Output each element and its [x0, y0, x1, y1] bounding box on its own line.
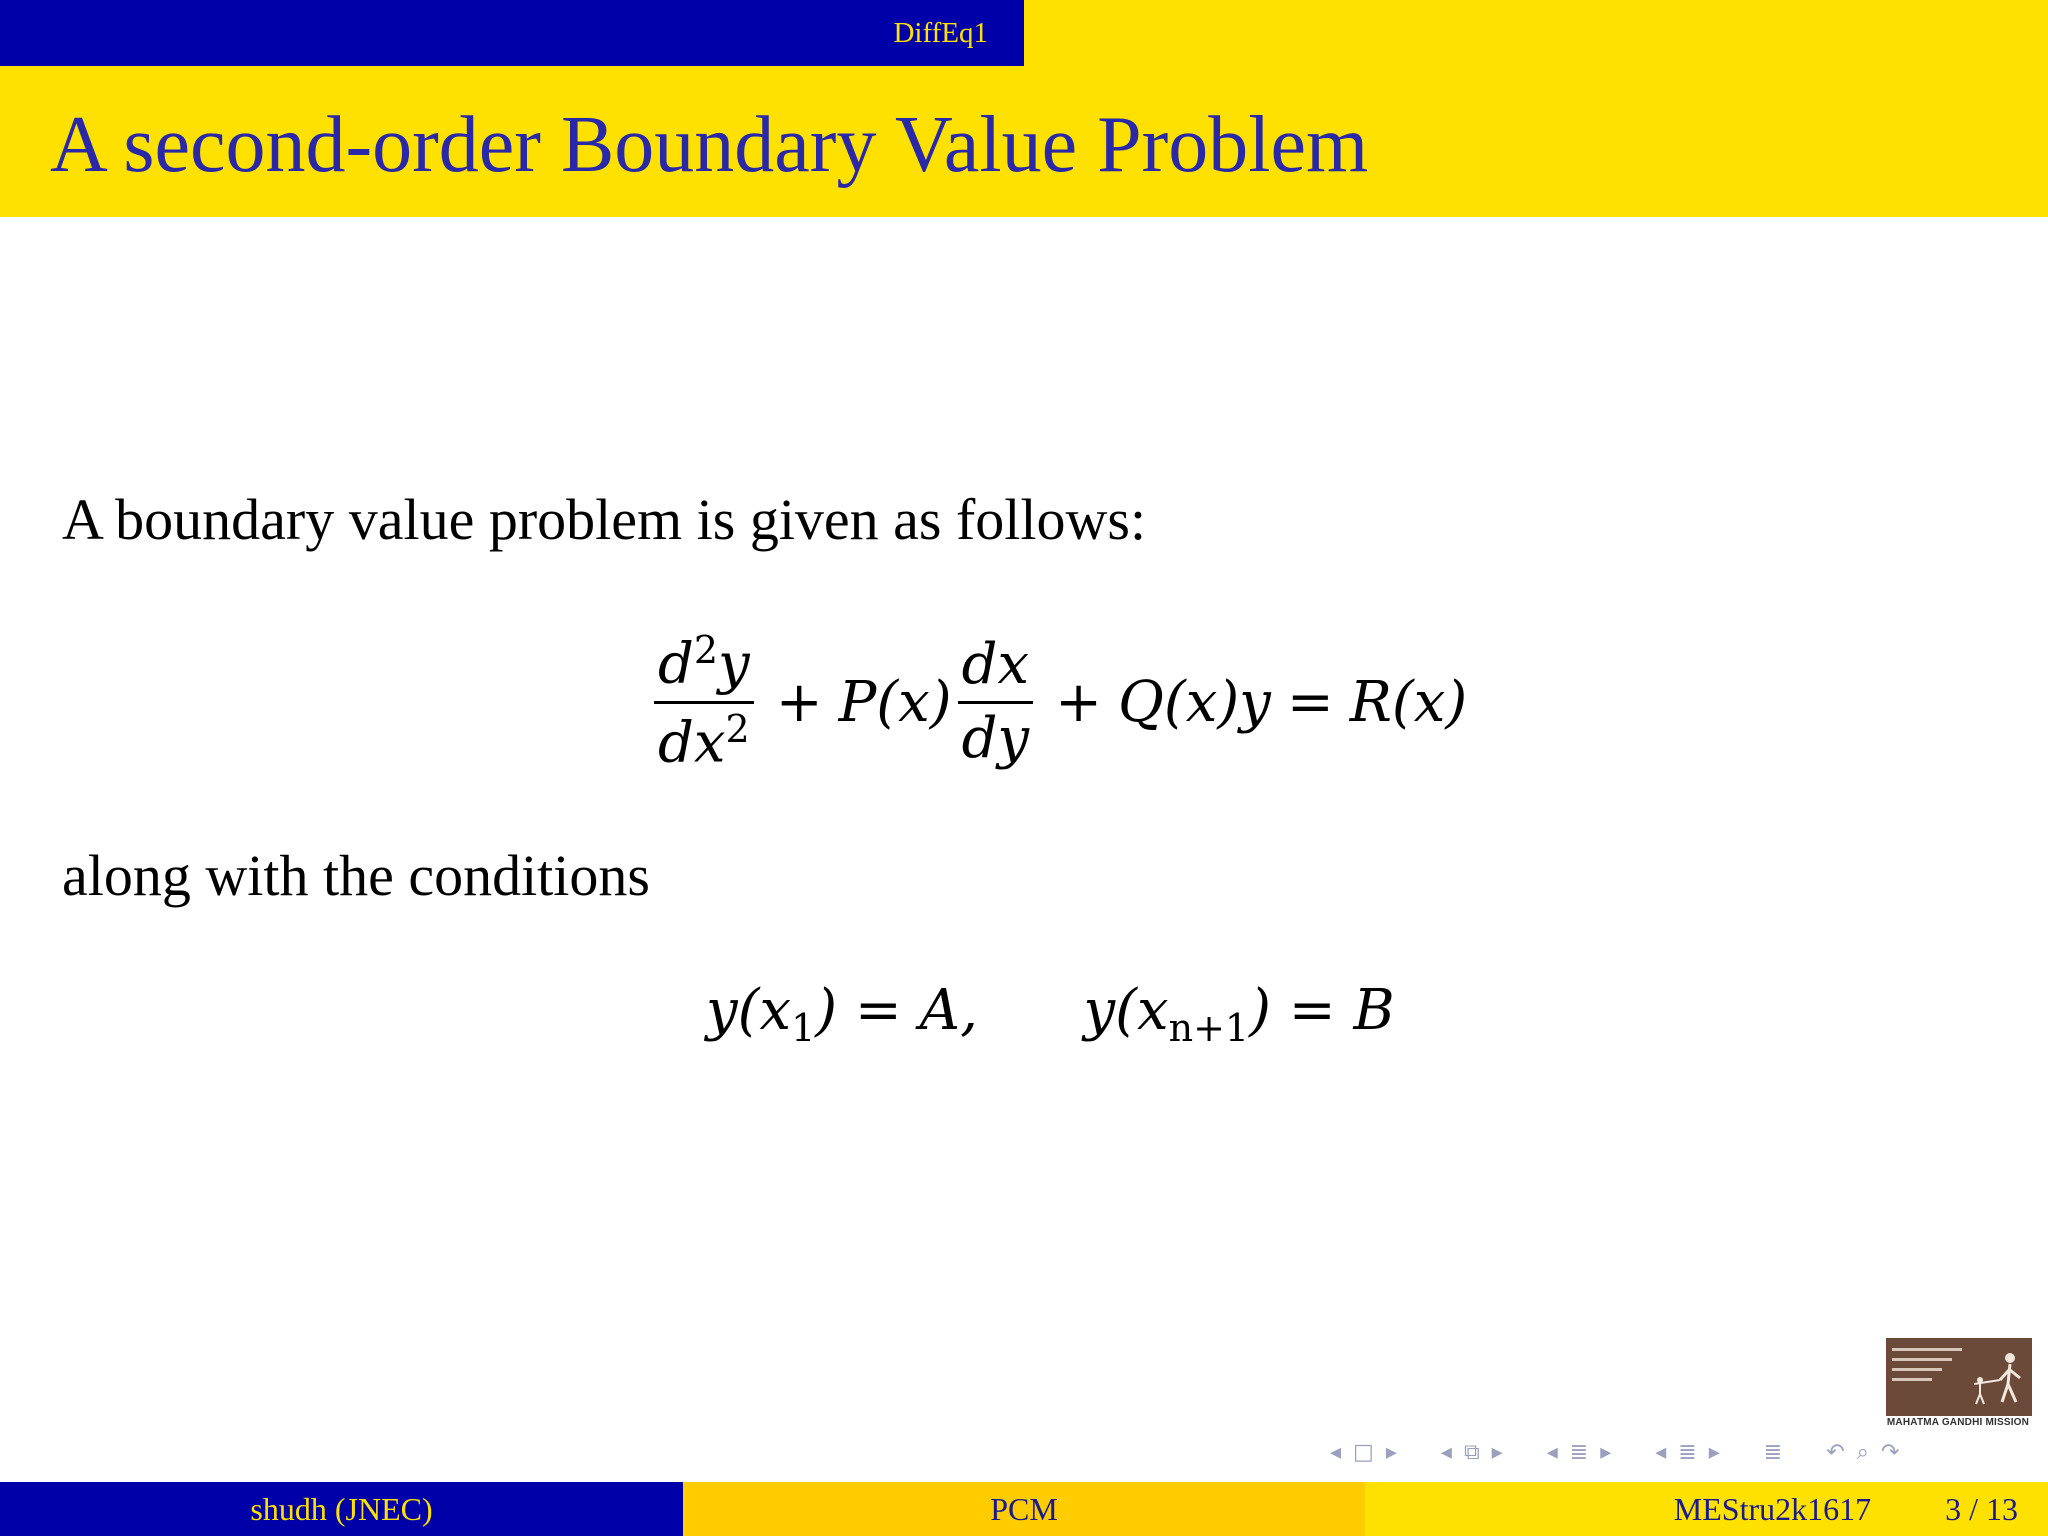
footer-center: [683, 1482, 1365, 1536]
nav-doc-icon[interactable]: ≣: [1763, 1440, 1783, 1465]
nav-prev-frame-icon[interactable]: ◂: [1330, 1440, 1342, 1465]
nav-prev-section-icon[interactable]: ◂: [1546, 1440, 1558, 1465]
condition-1: $y(x_1) = A$,: [706, 978, 978, 1051]
footer-author: [0, 1482, 683, 1536]
r-term: R(x): [1349, 669, 1468, 735]
fraction-bar: [654, 701, 754, 704]
navigation-symbols: [1330, 1436, 1899, 1470]
differential-equation: [648, 622, 1467, 782]
logo-text-line: [1892, 1348, 1962, 1351]
conditions-text: along with the conditions: [62, 843, 650, 908]
plus-sign: +: [775, 669, 823, 735]
section-bar: [0, 0, 1024, 66]
logo-text-line: [1892, 1378, 1932, 1381]
header-bar: [0, 0, 2048, 66]
fraction-bar: [958, 701, 1033, 704]
nav-back-icon[interactable]: ↶: [1826, 1440, 1845, 1465]
boundary-conditions: [706, 978, 1395, 1050]
first-derivative-fraction: [958, 631, 1033, 771]
q-term: Q(x)y: [1117, 669, 1271, 735]
nav-next-subsection-icon[interactable]: ▸: [1491, 1440, 1503, 1465]
slide-title: A second-order Boundary Value Problem: [50, 101, 1369, 189]
nav-section-icon[interactable]: ≣: [1569, 1440, 1589, 1465]
nav-frame-icon[interactable]: □: [1353, 1440, 1374, 1465]
frac1-denominator: $dx^2$: [658, 706, 750, 776]
nav-prev-slide-icon[interactable]: ◂: [1655, 1440, 1667, 1465]
intro-text: A boundary value problem is given as follows:: [62, 487, 1147, 552]
nav-subsection-icon[interactable]: ⧉: [1463, 1440, 1480, 1465]
nav-forward-icon[interactable]: ↷: [1880, 1440, 1900, 1465]
mgm-logo: [1886, 1338, 2032, 1416]
author-label: shudh (JNEC): [250, 1490, 433, 1527]
equals-sign: =: [1286, 669, 1334, 735]
short-title-label: PCM: [990, 1490, 1058, 1527]
footer: [0, 1482, 2048, 1536]
nav-search-icon[interactable]: ⌕: [1856, 1440, 1869, 1465]
nav-next-slide-icon[interactable]: ▸: [1708, 1440, 1720, 1465]
frac1-numerator: $d^2y$: [658, 628, 750, 697]
footer-right: [1365, 1482, 2048, 1536]
nav-next-section-icon[interactable]: ▸: [1600, 1440, 1612, 1465]
nav-slide-icon[interactable]: ≣: [1678, 1440, 1697, 1465]
section-label[interactable]: DiffEq1: [893, 16, 988, 49]
p-term: P(x): [838, 669, 952, 735]
logo-text-line: [1892, 1368, 1942, 1371]
nav-prev-subsection-icon[interactable]: ◂: [1440, 1440, 1452, 1465]
logo-caption: MAHATMA GANDHI MISSION: [1886, 1417, 2030, 1428]
nav-next-frame-icon[interactable]: ▸: [1385, 1440, 1397, 1465]
frac2-numerator: dx: [961, 631, 1030, 697]
logo-text-line: [1892, 1358, 1952, 1361]
frac2-denominator: dy: [961, 705, 1030, 771]
plus-sign: +: [1055, 669, 1102, 735]
condition-2: $y(x_{n+1}) = B$: [1083, 978, 1395, 1051]
second-derivative-fraction: [654, 628, 754, 776]
page-number: 3 / 13: [1945, 1490, 2018, 1527]
walking-figures-icon: [1972, 1350, 2024, 1408]
course-code: MEStru2k1617: [1673, 1490, 1872, 1527]
